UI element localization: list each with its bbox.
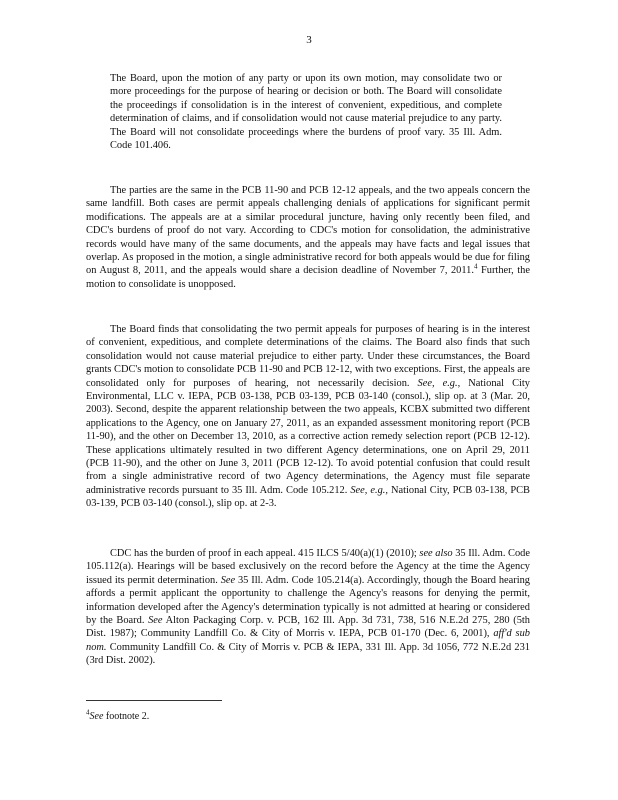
citation-signal: See, e.g., xyxy=(350,484,388,496)
paragraph-board-finding xyxy=(86,323,530,511)
footnote-number: 4 xyxy=(86,708,90,717)
footnote-text: footnote 2. xyxy=(105,711,150,722)
citation-signal: See, e.g., xyxy=(417,377,461,389)
paragraph-text: The parties are the same in the PCB 11-90 and PCB 12-12 appeals, and the two appeals concern the same landfill. Both cases are permit appeals challenging denials of applications for significant permit modifications. The appeals are at a similar procedural juncture, having only recently been filed, and CDC's burdens of proof do not vary. According to CDC's motion for consolidation, the administrative records would have many of the same documents, and the appeals may have facts and legal issues that overlap. As proposed in the motion, a single administrative record for both appeals would be due for filing on August 8, 2011, and the appeals would share a decision deadline of November 7, 2011. xyxy=(86,185,530,277)
paragraph-text: Community Landfill Co. & City of Morris v. PCB & IEPA, 331 Ill. App. 3d 1056, 772 N.E.2d 231 (3rd Dist. 2002). xyxy=(86,641,530,667)
paragraph-text: The Board finds that consolidating the two permit appeals for purposes of hearing is in the interest of convenient, expeditious, and complete determinations of the claims. The Board also finds that such consolidation would not cause material prejudice to either party. Under these circumstances, the Board grants CDC's motion to consolidate PCB 11-90 and PCB 12-12, with two exceptions. First, the appeals are consolidated only for purposes of hearing, not necessarily decision. xyxy=(86,324,530,389)
paragraph-text: CDC has the burden of proof in each appeal. 415 ILCS 5/40(a)(1) (2010); xyxy=(110,548,417,559)
citation-signal: See xyxy=(148,615,163,627)
footnote-reference[interactable]: 4 xyxy=(473,262,478,271)
citation-signal: See xyxy=(89,711,104,722)
paragraph-text: Further, the motion to consolidate is unopposed. xyxy=(86,265,530,290)
paragraph-text: 35 Ill. Adm. Code 105.214(a). Accordingly, though the Board hearing affords a permit applicant the opportunity to challenge the Agency's reasons for denying the permit, information developed after the Agency's determination typically is not admitted at hearing or considered by the Board. xyxy=(86,574,530,627)
paragraph-burden-of-proof xyxy=(86,547,530,668)
citation-signal: See xyxy=(220,574,236,586)
paragraph-consolidation-facts xyxy=(86,184,530,291)
paragraph-text: Alton Packaging Corp. v. PCB, 162 Ill. App. 3d 731, 738, 516 N.E.2d 275, 280 (5th Dist. 1987); Community Landfill Co. & City of Morris v. IEPA, PCB 01-170 (Dec. 6, 2001), xyxy=(86,615,530,640)
paragraph-text: 35 Ill. Adm. Code 105.112(a). Hearings will be based exclusively on the record before the Agency at the time the Agency issued its permit determination. xyxy=(86,548,530,586)
citation-signal: aff'd sub nom. xyxy=(86,628,530,653)
citation-signal: see also xyxy=(419,548,453,559)
block-quote: The Board, upon the motion of any party or upon its own motion, may consolidate two or more proceedings for the purpose of hearing or decision or both. The Board will consolidate the proceedings if consolidation is in the interest of convenient, expeditious, and complete determination of claims, and if consolidation would not cause material prejudice to any party. The Board will not consolidate proceedings where the burdens of proof vary. 35 Ill. Adm. Code 101.406. xyxy=(110,73,502,152)
paragraph-text: National City Environmental, LLC v. IEPA, PCB 03-138, PCB 03-139, PCB 03-140 (consol.), slip op. at 3 (Mar. 20, 2003). Second, despite the apparent relationship between the two appeals, KCBX submitted two different applications to the Agency, one on January 27, 2011, as an expanded assessment monitoring report (PCB 11-90), and the other on December 13, 2010, as a corrective action remedy selection report (PCB 12-12). These applications ultimately resulted in two different Agency determinations, one on April 29, 2011 (PCB 11-90), and the other on June 3, 2011 (PCB 12-12). To avoid potential confusion that could result from a single administrative record of two Agency determinations, the Agency must file separate administrative records pursuant to 35 Ill. Adm. Code 105.212. xyxy=(86,377,530,496)
footnote-divider xyxy=(86,700,222,701)
page-number: 3 xyxy=(306,34,312,46)
footnote xyxy=(86,710,530,723)
paragraph-text: National City, PCB 03-138, PCB 03-139, PCB 03-140 (consol.), slip op. at 2-3. xyxy=(86,484,530,510)
